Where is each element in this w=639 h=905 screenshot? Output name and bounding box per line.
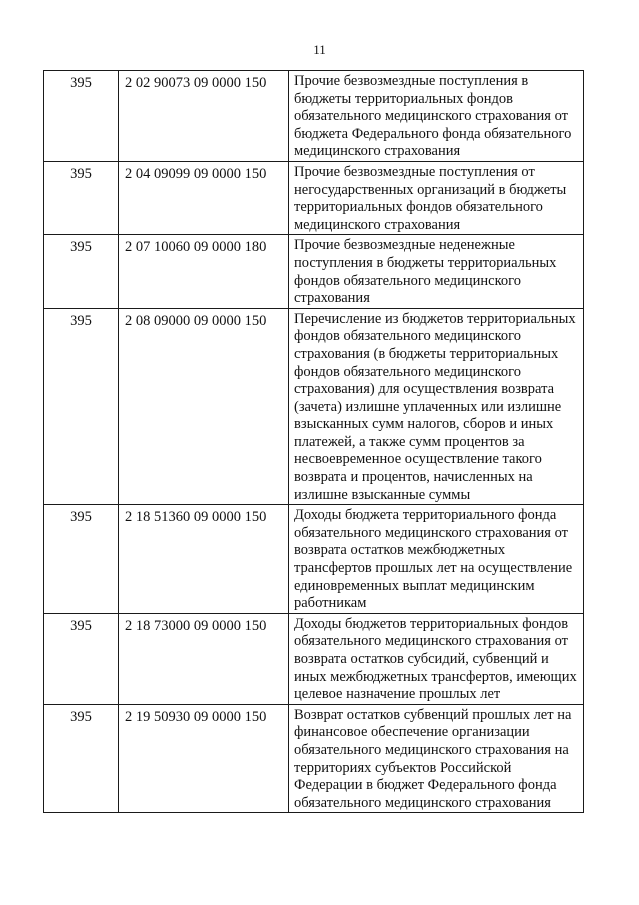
table-row (44, 505, 584, 614)
revenue-name-cell: Прочие безвозмездные поступления в бюджеты территориальных фондов обязательного медицинского страхования от бюджета Федерального фонда обязательного медицинского страхования (289, 71, 584, 162)
kbk-code-cell: 2 18 73000 09 0000 150 (119, 613, 289, 704)
table-row (44, 704, 584, 813)
admin-code-cell: 395 (44, 235, 119, 308)
revenue-name-cell: Доходы бюджетов территориальных фондов обязательного медицинского страхования от возврата остатков субсидий, субвенций и иных межбюджетных трансфертов, имеющих целевое назначение прошлых лет (289, 613, 584, 704)
table-row (44, 235, 584, 308)
kbk-code-cell: 2 02 90073 09 0000 150 (119, 71, 289, 162)
admin-code-cell: 395 (44, 704, 119, 813)
admin-code-cell: 395 (44, 613, 119, 704)
revenue-name-cell: Возврат остатков субвенций прошлых лет на финансовое обеспечение организации обязательного медицинского страхования на территориях субъектов Российской Федерации в бюджет Федерального фонда обязательного медицинского страхования (289, 704, 584, 813)
revenue-name-cell: Перечисление из бюджетов территориальных фондов обязательного медицинского страхования (в бюджеты территориальных фондов обязательного медицинского страхования) для осуществления возврата (зачета) излишне уплаченных или излишне взысканных сумм налогов, сборов и иных платежей, а также сумм процентов за несвоевременное осуществление такого возврата и процентов, начисленных на излишне взысканные суммы (289, 308, 584, 505)
table-row (44, 71, 584, 162)
admin-code-cell: 395 (44, 505, 119, 614)
kbk-code-cell: 2 08 09000 09 0000 150 (119, 308, 289, 505)
table-row (44, 308, 584, 505)
admin-code-cell: 395 (44, 71, 119, 162)
admin-code-cell: 395 (44, 161, 119, 234)
revenue-name-cell: Прочие безвозмездные поступления от негосударственных организаций в бюджеты территориальных фондов обязательного медицинского страхования (289, 161, 584, 234)
kbk-code-cell: 2 04 09099 09 0000 150 (119, 161, 289, 234)
page-number: 11 (313, 42, 326, 57)
revenue-name-cell: Доходы бюджета территориального фонда обязательного медицинского страхования от возврата остатков межбюджетных трансфертов прошлых лет на осуществление единовременных выплат медицинским работникам (289, 505, 584, 614)
kbk-code-cell: 2 19 50930 09 0000 150 (119, 704, 289, 813)
revenue-name-cell: Прочие безвозмездные неденежные поступления в бюджеты территориальных фондов обязательного медицинского страхования (289, 235, 584, 308)
admin-code-cell: 395 (44, 308, 119, 505)
table-row (44, 161, 584, 234)
table-row (44, 613, 584, 704)
table (43, 70, 584, 813)
revenue-codes-table (43, 70, 583, 813)
kbk-code-cell: 2 07 10060 09 0000 180 (119, 235, 289, 308)
kbk-code-cell: 2 18 51360 09 0000 150 (119, 505, 289, 614)
